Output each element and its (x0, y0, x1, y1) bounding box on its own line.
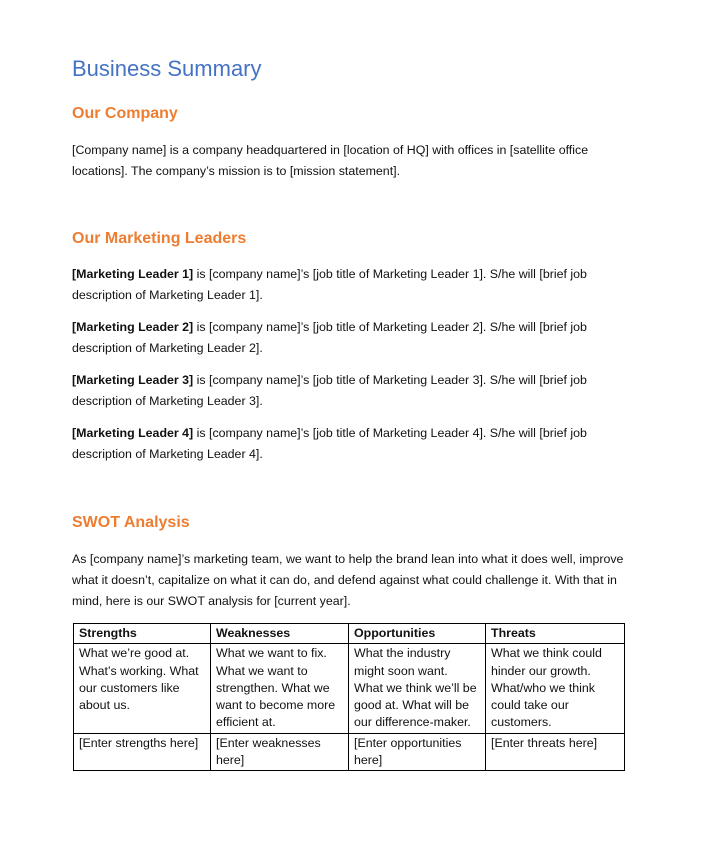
swot-column-header: Strengths (74, 624, 211, 644)
leader-description: is [company name]’s [job title of Marketing Leader 1]. S/he will [brief job description of Marketing Leader 1]. (72, 267, 587, 302)
swot-cell: [Enter strengths here] (74, 733, 211, 771)
swot-cell: What the industry might soon want. What we think we’ll be good at. What will be our difference-maker. (349, 644, 486, 733)
swot-column-header: Threats (486, 624, 625, 644)
swot-cell: [Enter weaknesses here] (211, 733, 349, 771)
leader-description: is [company name]’s [job title of Marketing Leader 2]. S/he will [brief job description of Marketing Leader 2]. (72, 320, 587, 355)
swot-heading: SWOT Analysis (72, 514, 190, 531)
swot-column-header: Opportunities (349, 624, 486, 644)
leader-name: [Marketing Leader 3] (72, 373, 194, 387)
leader-paragraph (72, 317, 627, 359)
leader-paragraph (72, 264, 627, 306)
swot-header-row (74, 624, 625, 644)
swot-column-header: Weaknesses (211, 624, 349, 644)
swot-cell: [Enter threats here] (486, 733, 625, 771)
leader-name: [Marketing Leader 1] (72, 267, 194, 281)
leader-paragraph (72, 423, 627, 465)
company-paragraph: [Company name] is a company headquartered in [location of HQ] with offices in [satellite office locations]. The company’s mission is to [mission statement]. (72, 143, 589, 178)
leader-name: [Marketing Leader 4] (72, 426, 194, 440)
swot-cell: [Enter opportunities here] (349, 733, 486, 771)
leader-description: is [company name]’s [job title of Marketing Leader 4]. S/he will [brief job description of Marketing Leader 4]. (72, 426, 587, 461)
company-heading: Our Company (72, 105, 178, 122)
leader-paragraph (72, 370, 627, 412)
page-title: Business Summary (72, 56, 262, 81)
swot-intro-paragraph: As [company name]’s marketing team, we want to help the brand lean into what it does well, improve what it doesn’t, capitalize on what it can do, and defend against what could challenge it. With that in mind, here is our SWOT analysis for [current year]. (72, 552, 624, 608)
swot-cell: What we think could hinder our growth. What/who we think could take our customers. (486, 644, 625, 733)
leader-description: is [company name]’s [job title of Marketing Leader 3]. S/he will [brief job description of Marketing Leader 3]. (72, 373, 587, 408)
swot-cell: What we want to fix. What we want to strengthen. What we want to become more efficient at. (211, 644, 349, 733)
swot-cell: What we’re good at. What’s working. What our customers like about us. (74, 644, 211, 733)
leader-name: [Marketing Leader 2] (72, 320, 194, 334)
swot-entry-row (74, 733, 625, 771)
swot-description-row (74, 644, 625, 733)
leaders-heading: Our Marketing Leaders (72, 230, 247, 247)
swot-table (73, 623, 625, 771)
